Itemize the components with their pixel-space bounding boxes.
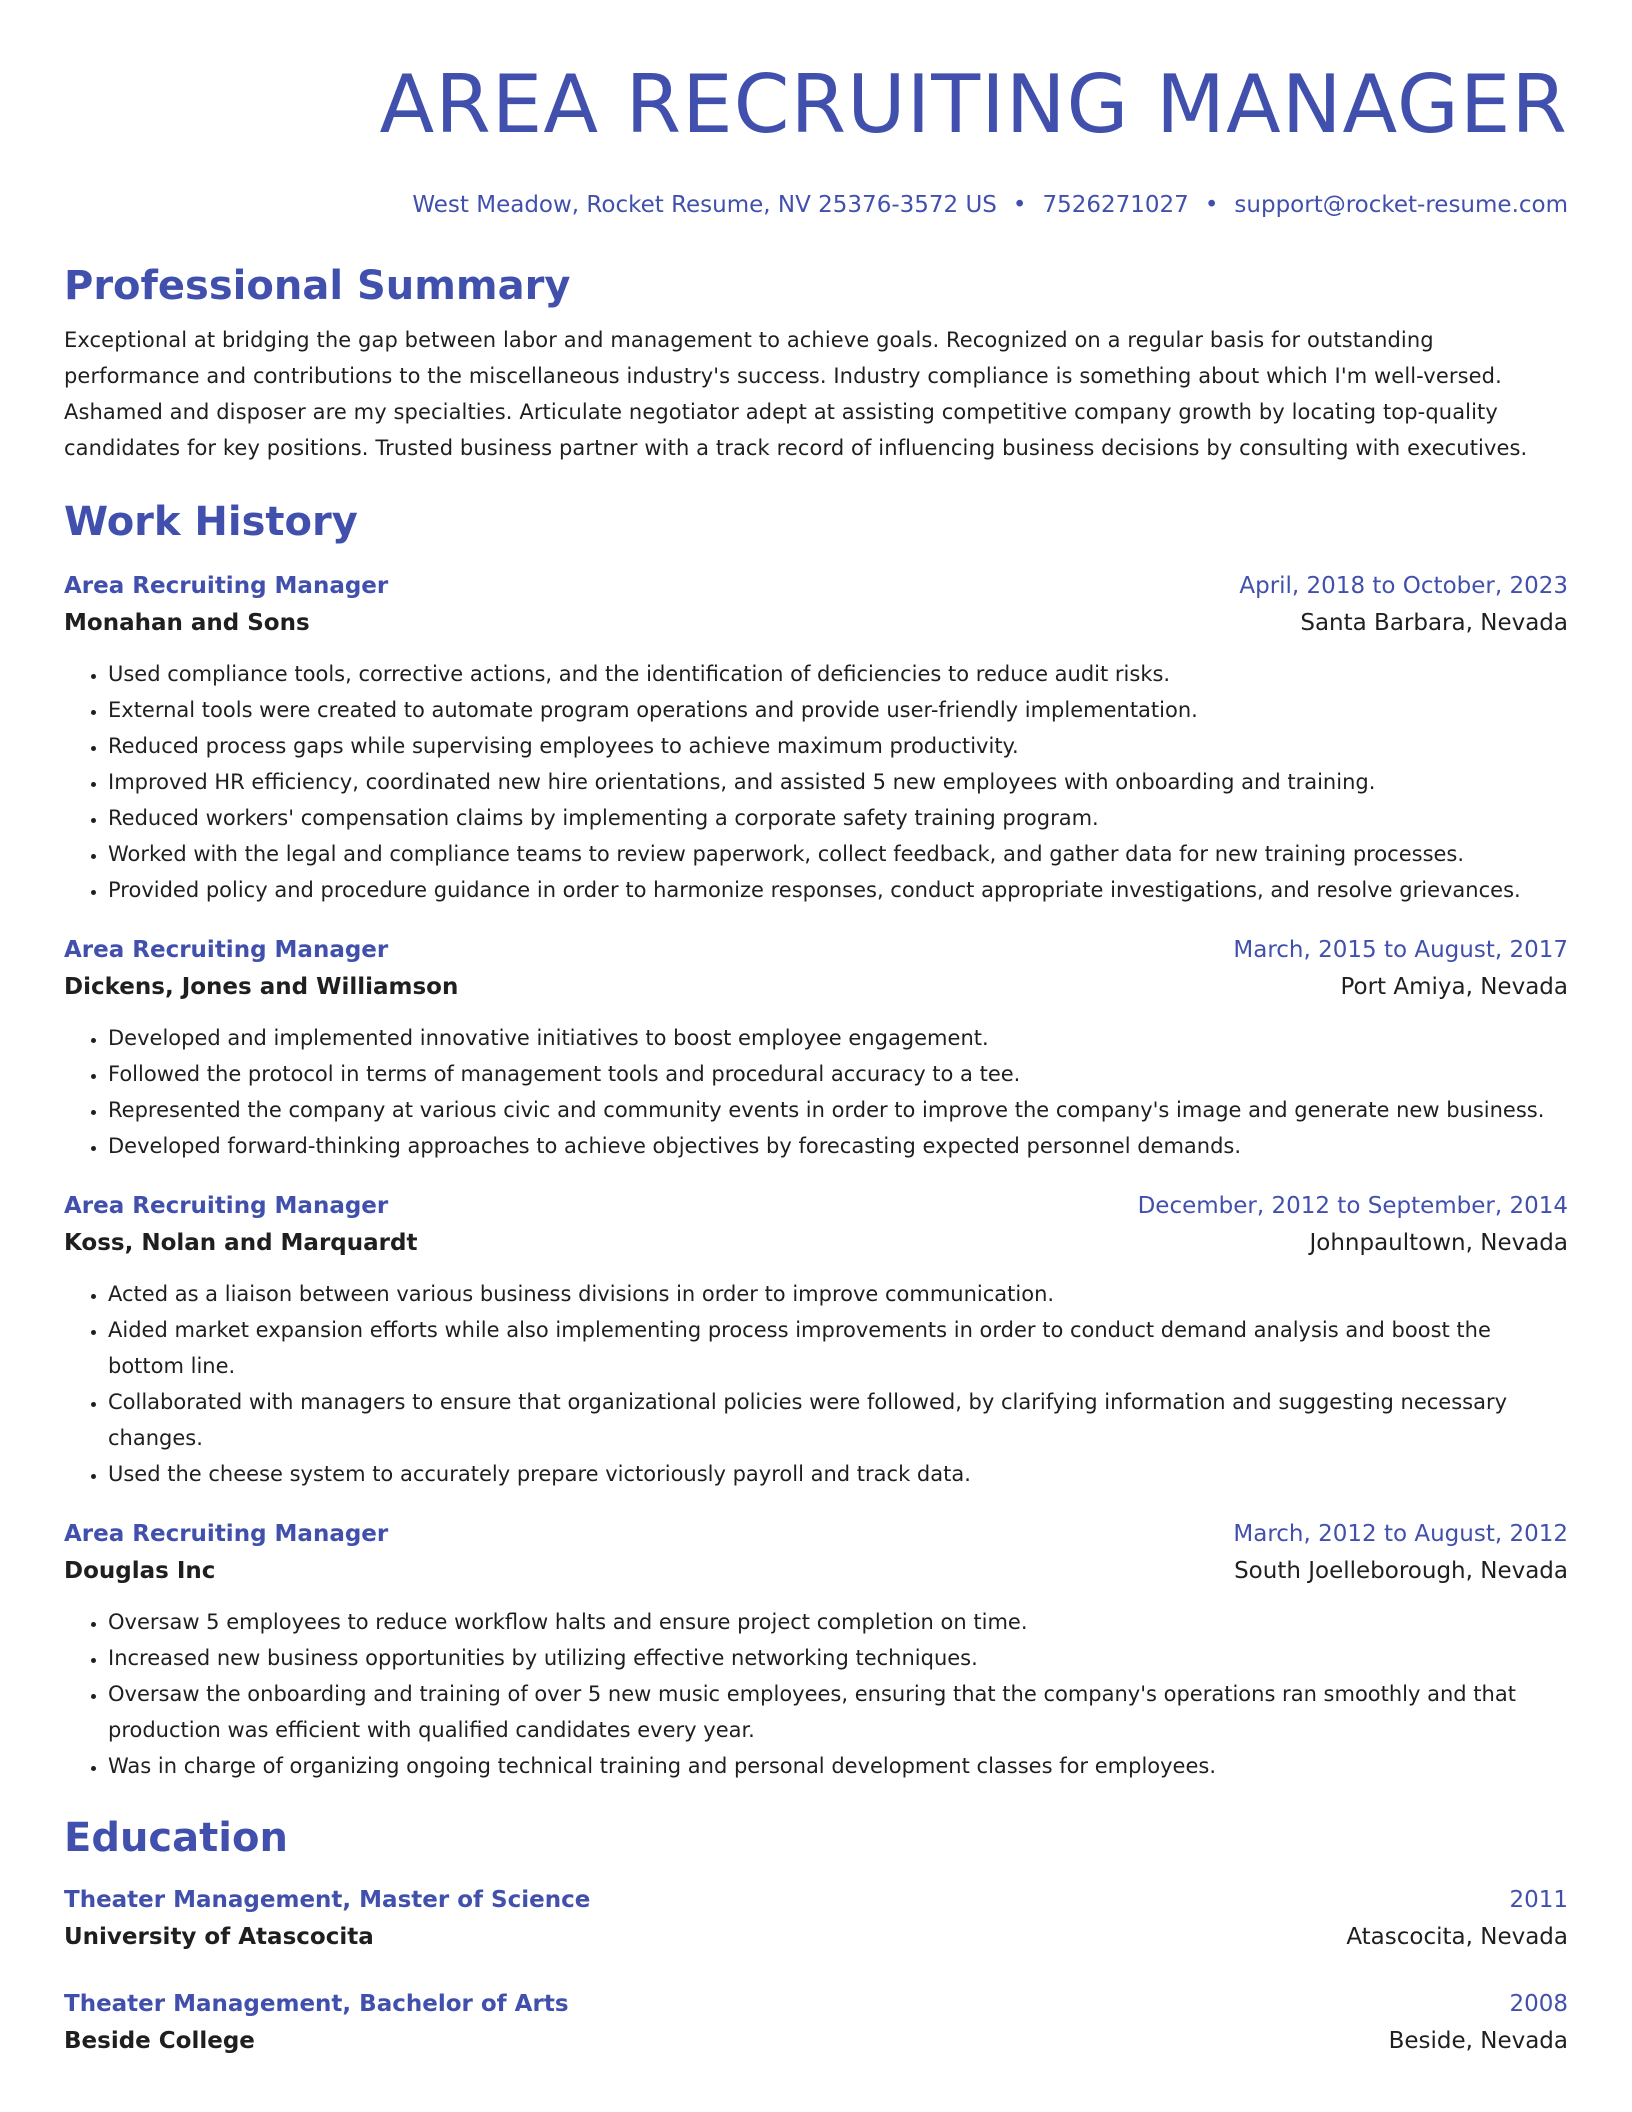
job-bullet: • Developed and implemented innovative initiatives to boost employee engagement. [108, 1020, 1568, 1056]
job-entry [64, 568, 1568, 908]
job-bullet: • Oversaw the onboarding and training of over 5 new music employees, ensuring that the company's operations ran smoothly and that production was efficient with qualified candidates every year. [108, 1676, 1568, 1748]
job-company: Koss, Nolan and Marquardt [64, 1230, 418, 1256]
job-bullet: • Aided market expansion efforts while also implementing process improvements in order to conduct demand analysis and boost the bottom line. [108, 1312, 1568, 1384]
job-role: Area Recruiting Manager [64, 937, 389, 963]
candidate-title: AREA RECRUITING MANAGER [379, 58, 1568, 151]
contact-line [64, 190, 1568, 220]
job-entry [64, 932, 1568, 1164]
job-bullet: • Acted as a liaison between various business divisions in order to improve communication. [108, 1276, 1568, 1312]
job-role: Area Recruiting Manager [64, 573, 389, 599]
job-bullet: • Worked with the legal and compliance teams to review paperwork, collect feedback, and gather data for new training processes. [108, 836, 1568, 872]
education-header-row [64, 1986, 1568, 2022]
contact-separator: • [1012, 192, 1027, 218]
job-bullet: • Used the cheese system to accurately prepare victoriously payroll and track data. [108, 1456, 1568, 1492]
job-company-row [64, 1552, 1568, 1590]
job-role: Area Recruiting Manager [64, 1521, 389, 1547]
education-school: University of Atascocita [64, 1924, 374, 1950]
job-bullet: • Improved HR efficiency, coordinated new hire orientations, and assisted 5 new employees with onboarding and training. [108, 764, 1568, 800]
job-bullet: • Followed the protocol in terms of management tools and procedural accuracy to a tee. [108, 1056, 1568, 1092]
job-location: South Joelleborough, Nevada [1234, 1558, 1568, 1584]
job-header-row [64, 932, 1568, 968]
job-role: Area Recruiting Manager [64, 1193, 389, 1219]
education-header-row [64, 1882, 1568, 1918]
contact-separator: • [1204, 192, 1219, 218]
education-school-row [64, 1918, 1568, 1956]
job-header-row [64, 1188, 1568, 1224]
education-degree: Theater Management, Bachelor of Arts [64, 1991, 569, 2017]
education-year: 2008 [1509, 1991, 1568, 2017]
job-dates: March, 2012 to August, 2012 [1233, 1521, 1568, 1547]
job-bullets [64, 656, 1568, 908]
education-entry [64, 1986, 1568, 2060]
job-bullet: • External tools were created to automate program operations and provide user-friendly implementation. [108, 692, 1568, 728]
contact-phone: 7526271027 [1042, 192, 1189, 218]
education-list [64, 1882, 1568, 2060]
education-heading: Education [64, 1815, 288, 1861]
job-dates: April, 2018 to October, 2023 [1239, 573, 1568, 599]
job-bullet: • Represented the company at various civic and community events in order to improve the company's image and generate new business. [108, 1092, 1568, 1128]
job-company: Douglas Inc [64, 1558, 216, 1584]
job-bullet: • Reduced workers' compensation claims by implementing a corporate safety training program. [108, 800, 1568, 836]
education-school-row [64, 2022, 1568, 2060]
job-bullet: • Used compliance tools, corrective actions, and the identification of deficiencies to reduce audit risks. [108, 656, 1568, 692]
job-company-row [64, 604, 1568, 642]
job-bullet: • Reduced process gaps while supervising employees to achieve maximum productivity. [108, 728, 1568, 764]
summary-text: Exceptional at bridging the gap between labor and management to achieve goals. Recognized on a regular basis for outstanding performance and contributions to the miscellaneous industry's success. Industry compliance is something about which I'm well-versed. Ashamed and disposer are my specialties. Articulate negotiator adept at assisting competitive company growth by locating top-quality candidates for key positions. Trusted business partner with a track record of influencing business decisions by consulting with executives. [64, 328, 1528, 460]
education-degree: Theater Management, Master of Science [64, 1887, 591, 1913]
education-entry [64, 1882, 1568, 1956]
job-company: Monahan and Sons [64, 610, 310, 636]
job-bullets [64, 1276, 1568, 1492]
job-bullet: • Developed forward-thinking approaches to achieve objectives by forecasting expected personnel demands. [108, 1128, 1568, 1164]
job-bullet: • Increased new business opportunities by utilizing effective networking techniques. [108, 1640, 1568, 1676]
education-year: 2011 [1509, 1887, 1568, 1913]
work-history-list [64, 568, 1568, 1784]
job-entry [64, 1188, 1568, 1492]
resume-header [64, 0, 1568, 220]
job-bullet: • Oversaw 5 employees to reduce workflow halts and ensure project completion on time. [108, 1604, 1568, 1640]
job-entry [64, 1516, 1568, 1784]
contact-email: support@rocket-resume.com [1234, 192, 1568, 218]
job-bullet: • Provided policy and procedure guidance in order to harmonize responses, conduct appropriate investigations, and resolve grievances. [108, 872, 1568, 908]
job-dates: March, 2015 to August, 2017 [1233, 937, 1568, 963]
job-header-row [64, 1516, 1568, 1552]
education-school: Beside College [64, 2028, 255, 2054]
job-bullet: • Collaborated with managers to ensure that organizational policies were followed, by clarifying information and suggesting necessary changes. [108, 1384, 1568, 1456]
job-location: Port Amiya, Nevada [1340, 974, 1568, 1000]
job-company-row [64, 968, 1568, 1006]
education-location: Beside, Nevada [1388, 2028, 1568, 2054]
job-bullets [64, 1604, 1568, 1784]
job-bullet: • Was in charge of organizing ongoing technical training and personal development classes for employees. [108, 1748, 1568, 1784]
job-header-row [64, 568, 1568, 604]
job-company-row [64, 1224, 1568, 1262]
job-company: Dickens, Jones and Williamson [64, 974, 459, 1000]
contact-address: West Meadow, Rocket Resume, NV 25376-3572 US [412, 192, 997, 218]
work-history-heading: Work History [64, 499, 358, 545]
job-location: Santa Barbara, Nevada [1300, 610, 1568, 636]
job-dates: December, 2012 to September, 2014 [1137, 1193, 1568, 1219]
summary-heading: Professional Summary [64, 263, 571, 309]
job-location: Johnpaultown, Nevada [1309, 1230, 1568, 1256]
education-location: Atascocita, Nevada [1346, 1924, 1568, 1950]
job-bullets [64, 1020, 1568, 1164]
